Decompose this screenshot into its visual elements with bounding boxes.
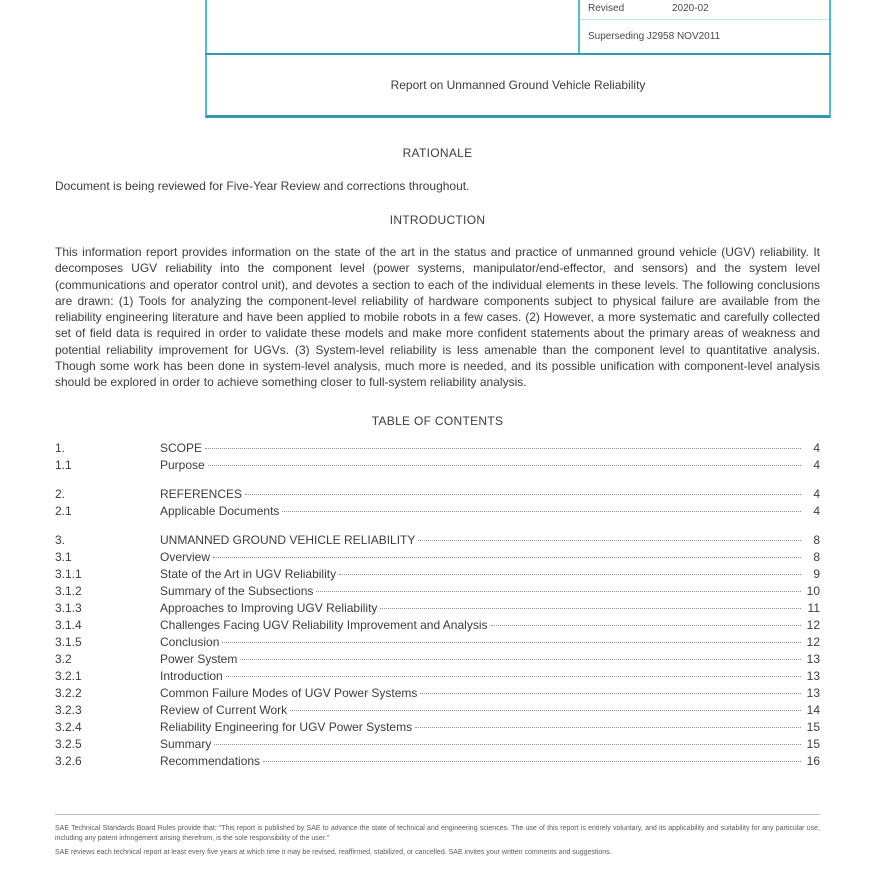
toc-entry-title: State of the Art in UGV Reliability — [160, 566, 337, 581]
toc-row — [55, 635, 820, 652]
toc-row — [55, 669, 820, 686]
superseding-row — [580, 20, 829, 42]
rationale-heading: RATIONALE — [402, 146, 473, 160]
toc-entry-number: 3.1.1 — [55, 566, 82, 581]
toc-dotted-leader — [415, 727, 801, 728]
toc-entry-page: 4 — [813, 457, 820, 472]
toc-entry-page: 9 — [813, 566, 820, 581]
toc-dotted-leader — [263, 761, 801, 762]
toc-row — [55, 652, 820, 669]
toc-row — [55, 754, 820, 771]
toc-heading: TABLE OF CONTENTS — [371, 413, 504, 428]
toc-row — [55, 550, 820, 567]
toc-dotted-leader — [290, 710, 801, 711]
toc-dotted-leader — [491, 625, 802, 626]
toc-entry-page: 15 — [806, 736, 820, 751]
toc-row — [55, 618, 820, 635]
toc-entry-page: 13 — [806, 651, 820, 666]
toc-row — [55, 584, 820, 601]
toc-row — [55, 737, 820, 754]
toc-entry-number: 3.1.3 — [55, 600, 82, 615]
toc-entry-title: Summary of the Subsections — [160, 583, 314, 598]
toc-entry-title: Purpose — [160, 457, 205, 472]
toc-row — [55, 504, 820, 521]
toc-entry-title: UNMANNED GROUND VEHICLE RELIABILITY — [160, 532, 416, 547]
toc-entry-title: Summary — [160, 736, 212, 751]
toc-entry-page: 4 — [813, 503, 820, 518]
toc-row — [55, 487, 820, 504]
toc-entry-page: 16 — [806, 753, 820, 768]
toc-row — [55, 458, 820, 475]
document-title: Report on Unmanned Ground Vehicle Reliability — [390, 78, 646, 92]
toc-entry-title: Recommendations — [160, 753, 261, 768]
toc-dotted-leader — [222, 642, 801, 643]
toc-entry-number: 3.2.4 — [55, 719, 82, 734]
toc-entry-number: 3.1 — [55, 549, 72, 564]
toc-row — [55, 601, 820, 618]
toc-entry-number: 1.1 — [55, 457, 72, 472]
toc-entry-page: 12 — [806, 634, 820, 649]
header-revision-cell — [578, 0, 829, 53]
toc-dotted-leader — [282, 511, 801, 512]
toc-entry-page: 13 — [806, 685, 820, 700]
toc-entry-page: 10 — [806, 583, 820, 598]
header-left-cell — [207, 0, 578, 53]
toc-dotted-leader — [380, 608, 801, 609]
toc-dotted-leader — [205, 448, 801, 449]
toc-entry-number: 3.2.1 — [55, 668, 82, 683]
toc-row — [55, 686, 820, 703]
revised-row — [580, 0, 829, 20]
toc-dotted-leader — [214, 744, 801, 745]
toc-entry-number: 3.1.2 — [55, 583, 82, 598]
superseding-text: Superseding J2958 NOV2011 — [588, 31, 721, 42]
toc-entry-page: 12 — [806, 617, 820, 632]
introduction-heading: INTRODUCTION — [389, 213, 486, 227]
toc-row — [55, 720, 820, 737]
toc-row — [55, 441, 820, 458]
toc-entry-title: Conclusion — [160, 634, 220, 649]
toc-entry-number: 3.2.5 — [55, 736, 82, 751]
toc-dotted-leader — [339, 574, 801, 575]
toc-entry-title: Introduction — [160, 668, 223, 683]
toc-entry-page: 4 — [813, 486, 820, 501]
toc-dotted-leader — [208, 465, 801, 466]
toc-dotted-leader — [245, 494, 801, 495]
toc-entry-page: 8 — [813, 532, 820, 547]
toc-entry-number: 3.1.4 — [55, 617, 82, 632]
toc-entry-page: 11 — [807, 600, 820, 615]
toc-dotted-leader — [316, 591, 801, 592]
document-body — [55, 138, 820, 771]
toc-dotted-leader — [213, 557, 801, 558]
introduction-paragraph: This information report provides information on the state of the art in the status and practice of unmanned ground vehicle (UGV) reliability. It decomposes UGV reliability into the component level (power systems, manipulator/end-effector, and sensors) and the system level (communications and operator control unit), and devotes a section to each of the individual elements in these levels. The following conclusions are drawn: (1) Tools for analyzing the component-level reliability of hardware components subject to physical failure are available from the reliability engineering literature and have been applied to mobile robots in a few cases. (2) However, a more systematic and carefully collected set of field data is required in order to validate these models and make more confident statements about the primary areas of weakness and potential reliability improvement for UGVs. (3) System-level reliability is less amenable than the component level to quantitative analysis. Though some work has been done in system-level analysis, much more is needed, and its possible unification with component-level analysis should be explored in order to achieve something closer to full-system reliability analysis. — [55, 245, 820, 390]
footer-note-1: SAE Technical Standards Board Rules provide that: “This report is published by SAE to advance the state of technical and engineering sciences. The use of this report is entirely voluntary, and its applicability and suitability for any particular use, including any patent infringement arising therefrom, is the sole responsibility of the user.” — [55, 825, 820, 842]
toc-entry-title: Overview — [160, 549, 211, 564]
toc-entry-page: 15 — [806, 719, 820, 734]
toc-entry-title: Approaches to Improving UGV Reliability — [160, 600, 378, 615]
toc-entry-page: 8 — [813, 549, 820, 564]
toc-entry-page: 13 — [806, 668, 820, 683]
rationale-text: Document is being reviewed for Five-Year Review and corrections throughout. — [55, 179, 470, 193]
toc-entry-number: 3. — [55, 532, 66, 547]
header-table — [205, 0, 831, 53]
table-of-contents — [55, 441, 820, 771]
toc-entry-number: 2. — [55, 486, 66, 501]
toc-entry-page: 4 — [813, 440, 820, 455]
revised-label: Revised — [588, 3, 625, 14]
footer — [55, 814, 820, 858]
toc-entry-page: 14 — [806, 702, 820, 717]
toc-entry-title: Applicable Documents — [160, 503, 280, 518]
toc-dotted-leader — [226, 676, 801, 677]
toc-entry-title: Challenges Facing UGV Reliability Improvement and Analysis — [160, 617, 488, 632]
toc-entry-title: SCOPE — [160, 440, 203, 455]
toc-row — [55, 703, 820, 720]
toc-dotted-leader — [240, 659, 801, 660]
toc-entry-title: Power System — [160, 651, 238, 666]
toc-entry-number: 1. — [55, 440, 66, 455]
toc-entry-title: REFERENCES — [160, 486, 243, 501]
toc-row — [55, 567, 820, 584]
revised-date: 2020-02 — [672, 3, 709, 14]
toc-entry-number: 3.2.6 — [55, 753, 82, 768]
toc-entry-title: Common Failure Modes of UGV Power Systems — [160, 685, 418, 700]
toc-row — [55, 533, 820, 550]
toc-entry-number: 3.2.2 — [55, 685, 82, 700]
toc-entry-number: 3.2.3 — [55, 702, 82, 717]
toc-entry-title: Review of Current Work — [160, 702, 288, 717]
footer-note-2: SAE reviews each technical report at least every five years at which time it may be revised, reaffirmed, stabilized, or cancelled. SAE invites your written comments and suggestions. — [55, 849, 612, 856]
toc-dotted-leader — [418, 540, 801, 541]
toc-entry-number: 3.2 — [55, 651, 72, 666]
toc-entry-number: 2.1 — [55, 503, 72, 518]
toc-entry-number: 3.1.5 — [55, 634, 82, 649]
toc-dotted-leader — [420, 693, 801, 694]
toc-entry-title: Reliability Engineering for UGV Power Systems — [160, 719, 413, 734]
title-box — [205, 55, 831, 118]
footer-rule — [55, 814, 820, 815]
